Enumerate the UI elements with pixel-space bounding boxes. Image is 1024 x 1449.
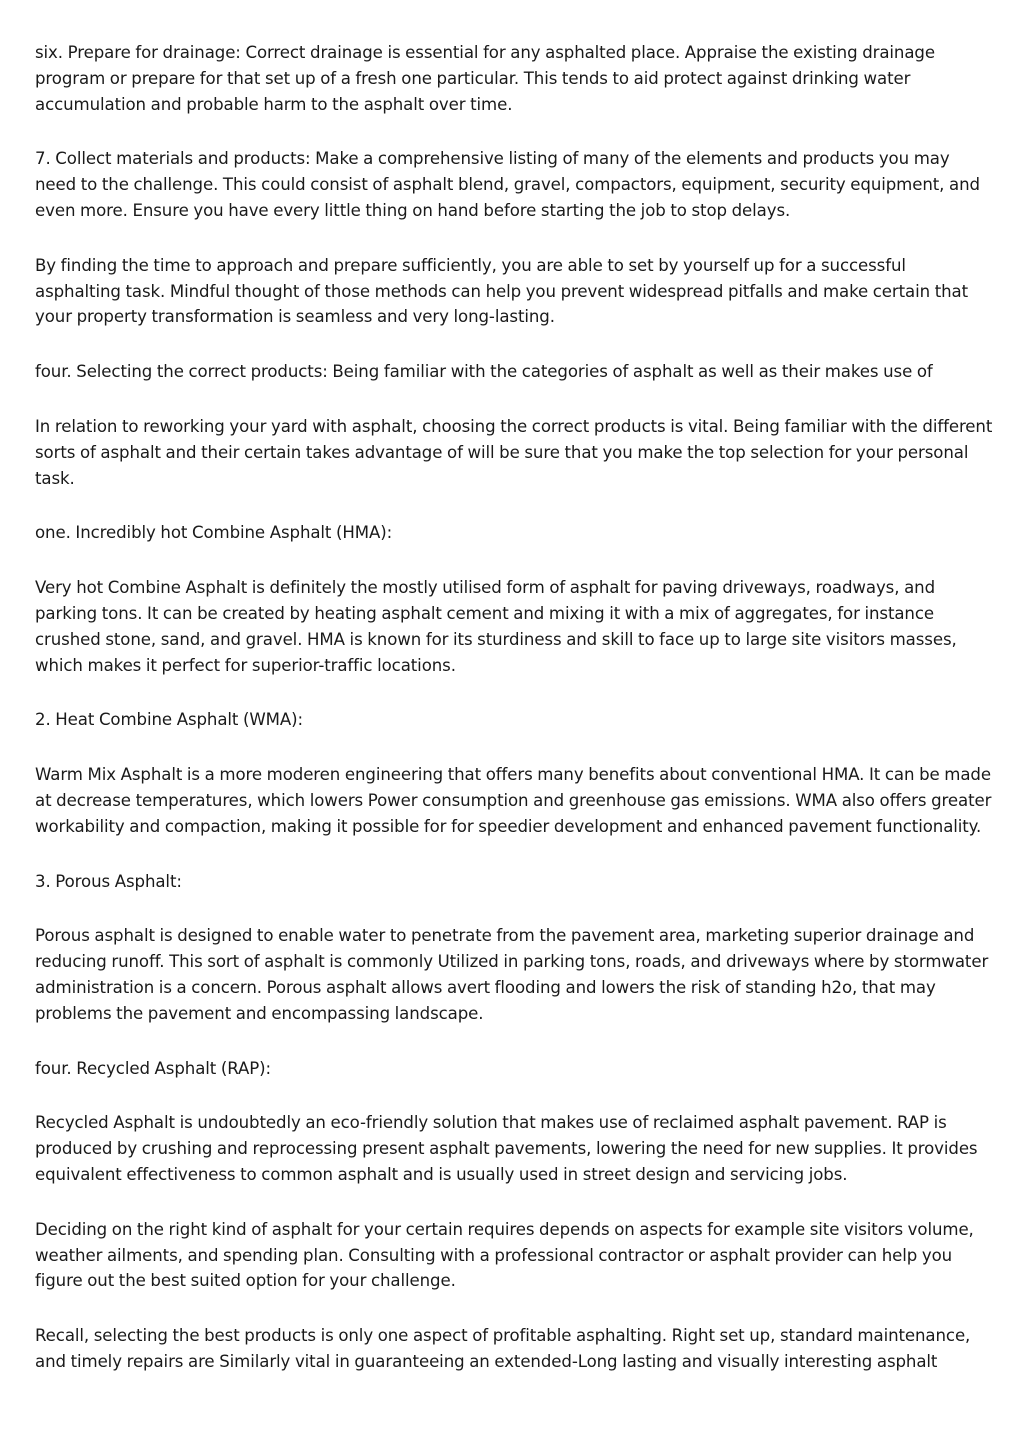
paragraph-recall: Recall, selecting the best products is only one aspect of profitable asphalting. Right set up, standard maintenance, and timely repairs are Similarly vital in guaranteeing an extended-Long lasting and visually interesting asphalt [35,1326,971,1371]
paragraph-porous: Porous asphalt is designed to enable water to penetrate from the pavement area, marketing superior drainage and reducing runoff. This sort of asphalt is commonly Utilized in parking tons, roads, and driveways where by stormwater administration is a concern. Porous asphalt allows avert flooding and lowers the risk of standing h2o, that may problems the pavement and encompassing landscape. [35,926,989,1023]
subheading-rap: four. Recycled Asphalt (RAP): [35,1058,272,1078]
subheading-hma: one. Incredibly hot Combine Asphalt (HMA): [35,523,393,543]
paragraph-deciding: Deciding on the right kind of asphalt for your certain requires depends on aspects for example site visitors volume, weather ailments, and spending plan. Consulting with a professional contractor or asphalt provider can help you figure out the best suited option for your challenge. [35,1219,974,1291]
paragraph-hma: Very hot Combine Asphalt is definitely the mostly utilised form of asphalt for paving driveways, roadways, and parking tons. It can be created by heating asphalt cement and mixing it with a mix of aggregates, for instance crushed stone, sand, and gravel. HMA is known for its sturdiness and skill to face up to large site visitors masses, which makes it perfect for superior-traffic locations. [35,578,957,675]
paragraph-choosing-products: In relation to reworking your yard with asphalt, choosing the correct products is vital. Being familiar with the different sorts of asphalt and their certain takes advantage of will be sure that you make the top selection for your personal task. [35,416,993,488]
subheading-wma: 2. Heat Combine Asphalt (WMA): [35,710,304,730]
paragraph-rap: Recycled Asphalt is undoubtedly an eco-friendly solution that makes use of reclaimed asphalt pavement. RAP is produced by crushing and reprocessing present asphalt pavements, lowering the need for new supplies. It provides equivalent effectiveness to common asphalt and is usually used in street design and servicing jobs. [35,1113,978,1184]
paragraph-drainage: six. Prepare for drainage: Correct drainage is essential for any asphalted place. Appraise the existing drainage program or prepare for that set up of a fresh one particular. This tends to aid protect against drinking water accumulation and probable harm to the asphalt over time. [35,43,935,114]
paragraph-wma: Warm Mix Asphalt is a more moderen engineering that offers many benefits about conventional HMA. It can be made at decrease temperatures, which lowers Power consumption and greenhouse gas emissions. WMA also offers greater workability and compaction, making it possible for for speedier development and enhanced pavement functionality. [35,765,992,836]
section-heading-selecting-products: four. Selecting the correct products: Being familiar with the categories of asphalt as well as their makes use of [35,362,933,382]
paragraph-collect-materials: 7. Collect materials and products: Make a comprehensive listing of many of the elements and products you may need to the challenge. This could consist of asphalt blend, gravel, compactors, equipment, security equipment, and even more. Ensure you have every little thing on hand before starting the job to stop delays. [35,149,980,220]
paragraph-planning-summary: By finding the time to approach and prepare sufficiently, you are able to set by yourself up for a successful asphalting task. Mindful thought of those methods can help you prevent widespread pitfalls and make certain that your property transformation is seamless and very long-lasting. [35,255,969,327]
subheading-porous: 3. Porous Asphalt: [35,871,182,891]
document-page [35,40,995,1375]
